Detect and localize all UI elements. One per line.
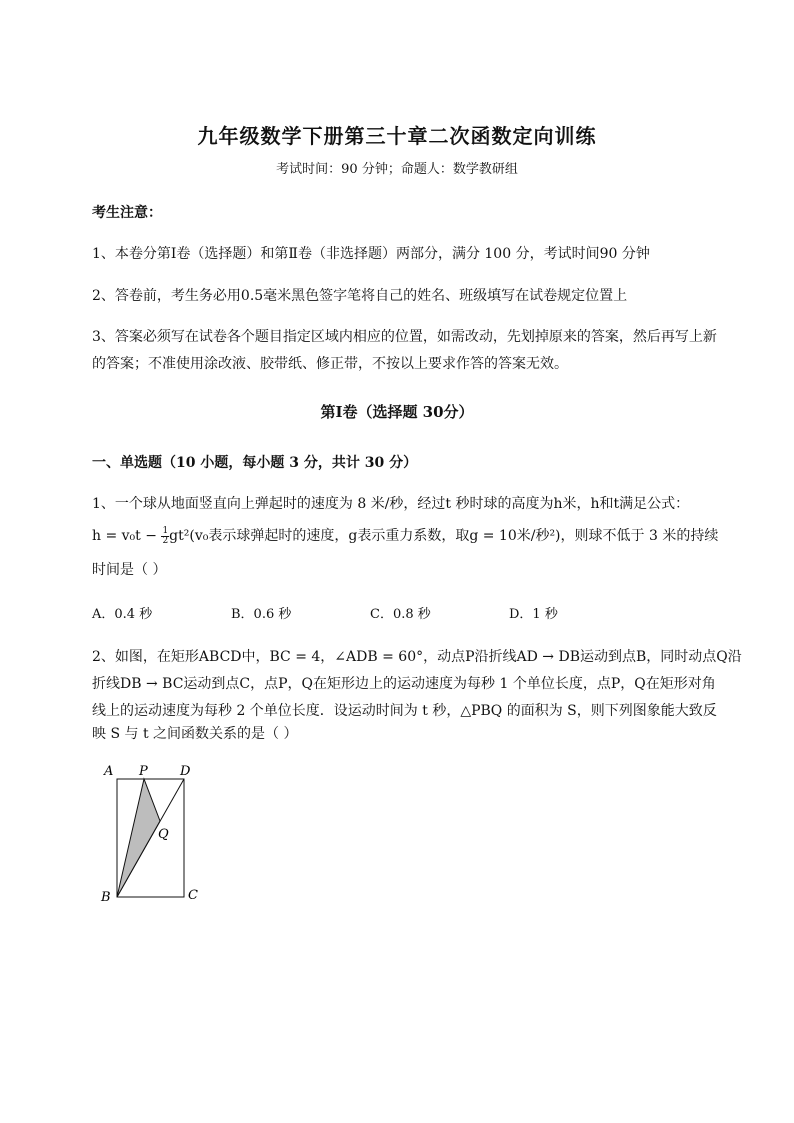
q1-formula-left: h = v₀t − <box>92 528 162 544</box>
label-c: C <box>188 888 198 903</box>
q2-line1: 2、如图，在矩形ABCD中，BC = 4，∠ADB = 60°，动点P沿折线AD → DB运动到点B，同时动点Q沿 <box>92 649 742 665</box>
q1-formula-right: gt²(v₀表示球弹起时的速度，g表示重力系数，取g = 10米/秒²)，则球不低于 3 米的持续 <box>169 528 719 544</box>
q1-fraction <box>161 527 169 546</box>
label-q: Q <box>158 827 169 842</box>
notice-item-2: 2、答卷前，考生务必用0.5毫米黑色签字笔将自己的姓名、班级填写在试卷规定位置上 <box>92 288 628 304</box>
page-title: 九年级数学下册第三十章二次函数定向训练 <box>197 124 597 148</box>
q2-line4: 映 S 与 t 之间函数关系的是（ ） <box>92 726 298 742</box>
notice-heading: 考生注意： <box>92 205 162 221</box>
part-heading: 一、单选题（10 小题，每小题 3 分，共计 30 分） <box>92 455 418 471</box>
q1-formula <box>92 525 718 546</box>
notice-item-3-cont: 的答案；不准使用涂改液、胶带纸、修正带，不按以上要求作答的答案无效。 <box>92 356 568 372</box>
label-a: A <box>104 764 114 779</box>
q1-frac-den: 2 <box>162 535 169 546</box>
section-title: 第Ⅰ卷（选择题 30分） <box>320 403 474 421</box>
notice-item-1: 1、本卷分第Ⅰ卷（选择题）和第Ⅱ卷（非选择题）两部分，满分 100 分，考试时间90 分钟 <box>92 246 650 262</box>
label-d: D <box>180 764 191 779</box>
q1-option-d[interactable]: D．1 秒 <box>509 607 558 622</box>
q1-option-a[interactable]: A．0.4 秒 <box>92 607 153 622</box>
exam-info: 考试时间：90 分钟；命题人：数学教研组 <box>276 162 518 177</box>
label-b: B <box>101 890 111 905</box>
triangle-pbq <box>117 779 160 897</box>
q1-line1: 1、一个球从地面竖直向上弹起时的速度为 8 米/秒，经过t 秒时球的高度为h米，h和t满足公式： <box>92 496 690 512</box>
q2-line2: 折线DB → BC运动到点C，点P，Q在矩形边上的运动速度为每秒 1 个单位长度，点P，Q在矩形对角 <box>92 676 716 692</box>
q1-line3: 时间是（ ） <box>92 562 167 578</box>
q1-option-b[interactable]: B．0.6 秒 <box>231 607 292 622</box>
label-p: P <box>139 764 148 779</box>
q2-line3: 线上的运动速度为每秒 2 个单位长度．设运动时间为 t 秒，△PBQ 的面积为 S，则下列图象能大致反 <box>92 703 717 719</box>
notice-item-3: 3、答案必须写在试卷各个题目指定区域内相应的位置，如需改动，先划掉原来的答案，然后再写上新 <box>92 329 717 345</box>
q1-option-c[interactable]: C．0.8 秒 <box>370 607 431 622</box>
q1-frac-num: 1 <box>162 525 169 536</box>
rectangle-figure <box>96 758 216 908</box>
